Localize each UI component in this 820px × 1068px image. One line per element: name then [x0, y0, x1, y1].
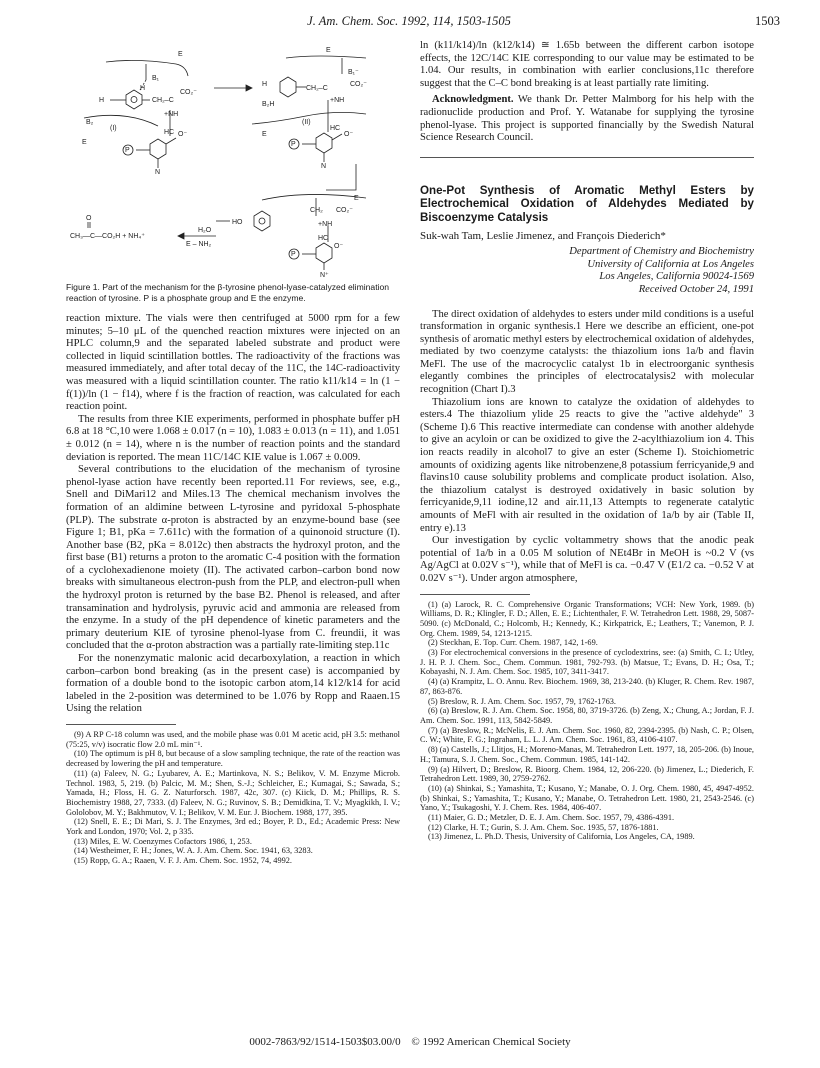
label-hc-ii: HC: [330, 125, 341, 132]
phenol-ring-product: [254, 211, 270, 231]
label-h1: H: [140, 85, 146, 92]
journal-citation: J. Am. Chem. Soc. 1992, 114, 1503-1505: [307, 14, 511, 28]
label-p-ii: P: [291, 141, 296, 148]
label-b1: B₁: [152, 75, 160, 82]
label-e2: E: [82, 139, 87, 146]
label-e4: E: [262, 131, 267, 138]
label-e1: E: [178, 51, 183, 58]
footnote-12: (12) Snell, E. E.; Di Mari, S. J. The Enzymes, 3rd ed.; Boyer, P. D., Ed.; Academic Press: New York and London, 1970; Vol. 2, p 335.: [66, 817, 400, 837]
right-column: [420, 40, 754, 842]
affiliation-line-1: Department of Chemistry and Biochemistry: [569, 246, 754, 258]
affiliation-line-2: University of California at Los Angeles: [587, 258, 754, 270]
footnote-r3: (3) For electrochemical conversions in the presence of cyclodextrins, see: (a) Smith, C. I.; Utley, J. H. P. J. Chem. Soc., Chem. Commun. 1981, 792-793. (b) Matsue, T.; Evans, D. H.; Osa, T.; Kobayashi, N. J. Am. Chem. Soc. 1985, 107, 3411-3417.: [420, 648, 754, 677]
acknowledgment-label: Acknowledgment.: [432, 94, 514, 106]
footnote-rule-right: [420, 594, 530, 595]
right-footnotes: [420, 600, 754, 843]
body-paragraph-4: For the nonenzymatic malonic acid decarboxylation, a reaction in which carbon–carbon bond breaking (as in the present case) is accompanied by formation of a double bond to the isotopic carbon atom,14 k12/k14 for acid labeled in the 2-position was determined to be 1.076 by Ropp and Raaen.15 Using the relation: [66, 653, 400, 715]
footnote-r12: (12) Clarke, H. T.; Gurin, S. J. Am. Chem. Soc. 1935, 57, 1876-1881.: [428, 822, 659, 832]
acknowledgment-text: We thank Dr. Petter Malmborg for his help with the radionuclide production and Prof. Y. Watanabe for supplying the tyrosine phenol-lyase. This project is supported financially by the Swedish Natural Science Research Council.: [420, 94, 754, 144]
label-b2h: B₂H: [262, 101, 275, 108]
label-co2-i: CO₂⁻: [180, 89, 197, 96]
page-header: [38, 14, 780, 30]
label-o-ii2: O⁻: [344, 131, 354, 138]
label-hc-p: HC: [318, 235, 329, 242]
body-paragraph-3: Several contributions to the elucidation of the mechanism of tyrosine phenol-lyase action have recently been reported.11 For reviews, see, e.g., Snell and DiMari12 and Miles.13 The chemical mechanism involves the formation of an aldimine between L-tyrosine and pyridoxal 5-phosphate (PLP). The substrate α-proton is abstracted by an enzyme-bound base (see Figure 1; B1, pKa = 7.611c) with the formation of a quinonoid structure (I). Another base (B2, pKa = 8.012c) then abstracts the hydroxyl proton, and the first base (B1) returns a proton to the aromatic C-4 position with the formation of a cyclohexadienone moiety (II). The activated carbon–carbon bond now breaks with simultaneous electron-push from the PLP, and electron-pull when the hydroxyl proton is returned by the base B2. Phenol is released, and after transamination and hydrolysis, pyruvic acid and ammonia are released from the enzyme. In a study of the pH dependence of kinetic parameters and the primary deuterium KIE of tyrosine phenol-lyase from C. freundii, it was concluded that the α-proton abstraction was a partially rate-limiting step.11c: [66, 464, 400, 652]
label-pyr-o: O: [86, 215, 92, 222]
label-b2: B₂: [86, 119, 94, 126]
label-nh-p: +NH: [318, 221, 333, 228]
label-ch2c-ii: CH₂–C: [306, 85, 328, 92]
label-o-i: O⁻: [178, 131, 188, 138]
footnote-15: (15) Ropp, G. A.; Raaen, V. F. J. Am. Chem. Soc. 1952, 74, 4992.: [74, 856, 292, 866]
label-o-ii: H: [262, 81, 268, 88]
label-i: (I): [110, 125, 117, 132]
label-p-i: P: [125, 147, 130, 154]
label-co2-ii: CO₂⁻: [350, 81, 367, 88]
label-hc-i: HC: [164, 129, 175, 136]
issn-code: 0002-7863/92/1514-1503$03.00/0: [249, 1036, 401, 1048]
footnote-r13: (13) Jimenez, L. Ph.D. Thesis, University of California, Los Angeles, CA, 1989.: [428, 832, 695, 842]
article-paragraph-1: The direct oxidation of aldehydes to esters under mild conditions is a useful transformation in organic synthesis.1 Here we describe an efficient, one-pot synthesis of aromatic methyl esters by electrochemical oxidation of aldehydes, mediated by two coenzyme catalysts: the thiazolium ions 1a/b and flavin MeFl. The use of the macrocyclic catalyst 1b in electroorganic synthesis elegantly combines the principles of electrocatalysis2 with molecular recognition (Chart I).3: [420, 308, 754, 396]
figure-caption: Figure 1. Part of the mechanism for the β-tyrosine phenol-lyase-catalyzed elimination reaction of tyrosine. P is a phosphate group and E the enzyme.: [66, 282, 390, 303]
footnote-14: (14) Westheimer, F. H.; Jones, W. A. J. Am. Chem. Soc. 1941, 63, 3283.: [74, 846, 313, 856]
pyridine-ring-i: [150, 139, 166, 159]
label-n-ii: N: [321, 163, 327, 170]
page-number: 1503: [755, 14, 780, 28]
body-paragraph-1: reaction mixture. The vials were then centrifuged at 5000 rpm for a few minutes; 5–10 μL of the quenched reaction mixtures were injected on an HPLC column,9 and the separated labeled substrate and product were collected in liquid scintillation bottles. The radioactivity of the fractions was measured immediately, and after total decay of the 11C, the 14C-radioactivity was measured with a liquid scintillation counter. The ratio k11/k14 = ln (1 − f(1))/ln (1 − f14), where f is the fraction of reaction, was calculated for each reaction point.: [66, 313, 400, 413]
received-date: Received October 24, 1991: [638, 283, 754, 295]
label-pyruvate: CH₃—C—CO₂H + NH₄⁺: [70, 233, 145, 240]
footnote-9: (9) A RP C-18 column was used, and the mobile phase was 0.01 M acetic acid, pH 3.5: methanol (75:25, v/v) isocratic flow 2.0 mL min⁻¹.: [66, 730, 400, 749]
footnote-r10: (10) (a) Shinkai, S.; Yamashita, T.; Kusano, Y.; Manabe, O. J. Org. Chem. 1980, 45, 4947-4952. (b) Shinkai, S.; Yamashita, T.; Kusano, Y.; Manabe, O. Tetrahedron Lett. 1980, 21, 2543-2546. (c) Yano, Y.; Tsukagoshi, Y. J. Chem. Res. 1984, 406-407.: [420, 783, 754, 813]
article-title: One-Pot Synthesis of Aromatic Methyl Esters by Electrochemical Oxidation of Aldehydes Mediated by Biscoenzyme Catalysis: [420, 183, 754, 224]
label-nh-ii: +NH: [330, 97, 345, 104]
footnote-r6: (6) (a) Breslow, R. J. Am. Chem. Soc. 1958, 80, 3719-3726. (b) Zeng, X.; Chung, A.; Jordan, F. J. Am. Chem. Soc. 1991, 113, 5842-5849.: [420, 706, 754, 725]
article-separator: [420, 157, 754, 158]
label-enh2: E – NH₂: [186, 241, 212, 248]
label-h-o: H: [99, 97, 105, 104]
label-b1minus: B₁⁻: [348, 69, 359, 76]
mechanism-scheme: [66, 40, 400, 278]
label-n-i: N: [155, 169, 161, 176]
scheme-labels: [70, 47, 367, 278]
left-footnotes: [66, 730, 400, 866]
label-co2-p: CO₂⁻: [336, 207, 353, 214]
label-nplus: N⁺: [320, 272, 329, 278]
body-paragraph-2: The results from three KIE experiments, performed in phosphate buffer pH 6.8 at 18 °C,10 were 1.068 ± 0.017 (n = 10), 1.083 ± 0.013 (n = 11), and 1.051 ± 0.012 (n = 14), where n is the number of reaction points and the standard deviation is reported. The mean 11C/14C KIE value is 1.067 ± 0.009.: [66, 413, 400, 463]
label-ch2: CH₂: [310, 207, 323, 214]
footnote-11: (11) (a) Faleev, N. G.; Lyubarev, A. E.; Martinkova, N. S.; Belikov, V. M. Enzyme Microb. Technol. 1983, 5, 219. (b) Palcic, M. M.; Shen, S.-J.; Schleicher, E.; Kumagai, S.; Sawada, S.; Yamada, H.; Floss, H. G. Z. Naturforsch. 1987, 42c, 307. (c) Kiick, D. M.; Phillips, R. S. Biochemistry 1988, 27, 7333. (d) Faleev, N. G.; Ruvinov, S. B.; Demidkina, T. V.; Myagkikh, I. V.; Gololobov, M. Y.; Bakhmutov, V. I.; Belikov, V. M. Eur. J. Biochem. 1988, 177, 395.: [66, 768, 400, 817]
label-ii: (II): [302, 119, 311, 126]
pyridine-ring-product: [316, 243, 332, 263]
continued-paragraph: ln (k11/k14)/ln (k12/k14) ≅ 1.65b between the different carbon isotope effects, the 12C/14C KIE corresponding to our value may be estimated to be 1.04. Our results, in combination with earlier conclusions,11c therefore suggest that the C–C bond breaking is at least partially rate limiting.: [420, 40, 754, 89]
article-authors: Suk-wah Tam, Leslie Jimenez, and François Diederich*: [420, 229, 666, 242]
label-o-p: O⁻: [334, 243, 344, 250]
phenol-ring-i: [126, 90, 142, 109]
footnote-rule: [66, 724, 176, 725]
label-p-p: P: [291, 251, 296, 258]
footnote-r4: (4) (a) Krampitz, L. O. Annu. Rev. Biochem. 1969, 38, 213-240. (b) Kluger, R. Chem. Rev. 1987, 87, 863-876.: [420, 677, 754, 696]
label-h2o: H₂O: [198, 227, 212, 234]
label-e3: E: [326, 47, 331, 54]
article-affiliation: [420, 246, 754, 296]
enzyme-chain-i: [106, 60, 188, 76]
affiliation-line-3: Los Angeles, California 90024-1569: [599, 271, 754, 283]
footnote-10: (10) The optimum is pH 8, but because of a slow sampling technique, the rate of the reaction was decreased by lowering the pH and temperature.: [66, 749, 400, 769]
cyclohexadienone-ring: [280, 77, 296, 97]
label-ho: HO: [232, 219, 243, 226]
copyright: © 1992 American Chemical Society: [411, 1036, 571, 1048]
page-footer: [0, 1036, 820, 1048]
acknowledgment: [420, 94, 754, 144]
footnote-13: (13) Miles, E. W. Coenzymes Cofactors 1986, 1, 253.: [74, 836, 252, 846]
footnote-r1: (1) (a) Larock, R. C. Comprehensive Organic Transformations; VCH: New York, 1989. (b) Williams, D. R.; Klingler, F. D.; Allen, E. E.; Lichtenthaler, F. W. Tetrahedron Lett. 1988, 29, 5087-5090. (c) McDonald, C.; Holcomb, H.; Kennedy, K.; Kirkpatrick, E.; Leathers, T.; Vanemon, P. J. Org. Chem. 1989, 54, 1213-1215.: [420, 599, 754, 638]
footnote-r5: (5) Breslow, R. J. Am. Chem. Soc. 1957, 79, 1762-1763.: [428, 696, 616, 706]
footnote-r9: (9) (a) Hilvert, D.; Breslow, R. Bioorg. Chem. 1984, 12, 206-220. (b) Jimenez, L.; Diederich, F. Tetrahedron Lett. 1989, 30, 2759-2762.: [420, 764, 754, 784]
footnote-r11: (11) Maier, G. D.; Metzler, D. E. J. Am. Chem. Soc. 1957, 79, 4386-4391.: [428, 813, 675, 823]
label-ch2c: CH₂–C: [152, 97, 174, 104]
article-paragraph-3: Our investigation by cyclic voltammetry shows that the anodic peak potential of 1a/b in a 0.05 M solution of NEt4Br in MeOH is ~0.2 V (vs Ag/AgCl at 0.02V s⁻¹), while that of MeFl is ca. −0.47 V (E1/2 ca. −0.52 V at 0.02V s⁻¹). Under argon atmosphere,: [420, 535, 754, 584]
label-nh-i: +NH: [164, 111, 179, 118]
footnote-r8: (8) (a) Castells, J.; Llitjos, H.; Moreno-Manas, M. Tetrahedron Lett. 1977, 18, 205-206. (b) Inoue, H.; Tamura, S. J. Chem. Soc., Chem. Commun. 1985, 141-142.: [420, 745, 754, 764]
label-e5: E: [354, 195, 359, 202]
pyridine-ring-ii: [316, 133, 332, 153]
left-column: [66, 40, 400, 866]
footnote-r7: (7) (a) Breslow, R.; McNelis, E. J. Am. Chem. Soc. 1960, 82, 2394-2395. (b) Nash, C. P.; Olsen, C. W.; White, F. G.; Ingraham, L. L. J. Am. Chem. Soc. 1961, 83, 4106-4107.: [420, 725, 754, 745]
article-paragraph-2: Thiazolium ions are known to catalyze the oxidation of aldehydes to esters.4 The thiazolium ylide 25 reacts to give the "active aldehyde" 3 (Scheme I).6 This reactive intermediate can condense with another aldehyde to give an acyloin or can be oxidized to give the 2-acylthiazolium ion 4. This ion reacts readily in alcohol7 to give an ester (Scheme I). Stoichiometric amounts of oxidizing agents like nitrobenzene,8 potassium ferricyanide,9 and flavins10 cause solubility problems and complicate product isolation. Also, the thiazolium catalyst is destroyed oxidatively in basic solution by ferricyanide,9,11 iodine,12 and air.11,13 Attempts to regenerate catalytic amounts of MeFl with air resulted in the oxidation of 1a/b by air (Table II, entry e).13: [420, 396, 754, 534]
mechanism-diagram: [66, 40, 400, 278]
footnote-r2: (2) Steckhan, E. Top. Curr. Chem. 1987, 142, 1-69.: [428, 638, 598, 648]
